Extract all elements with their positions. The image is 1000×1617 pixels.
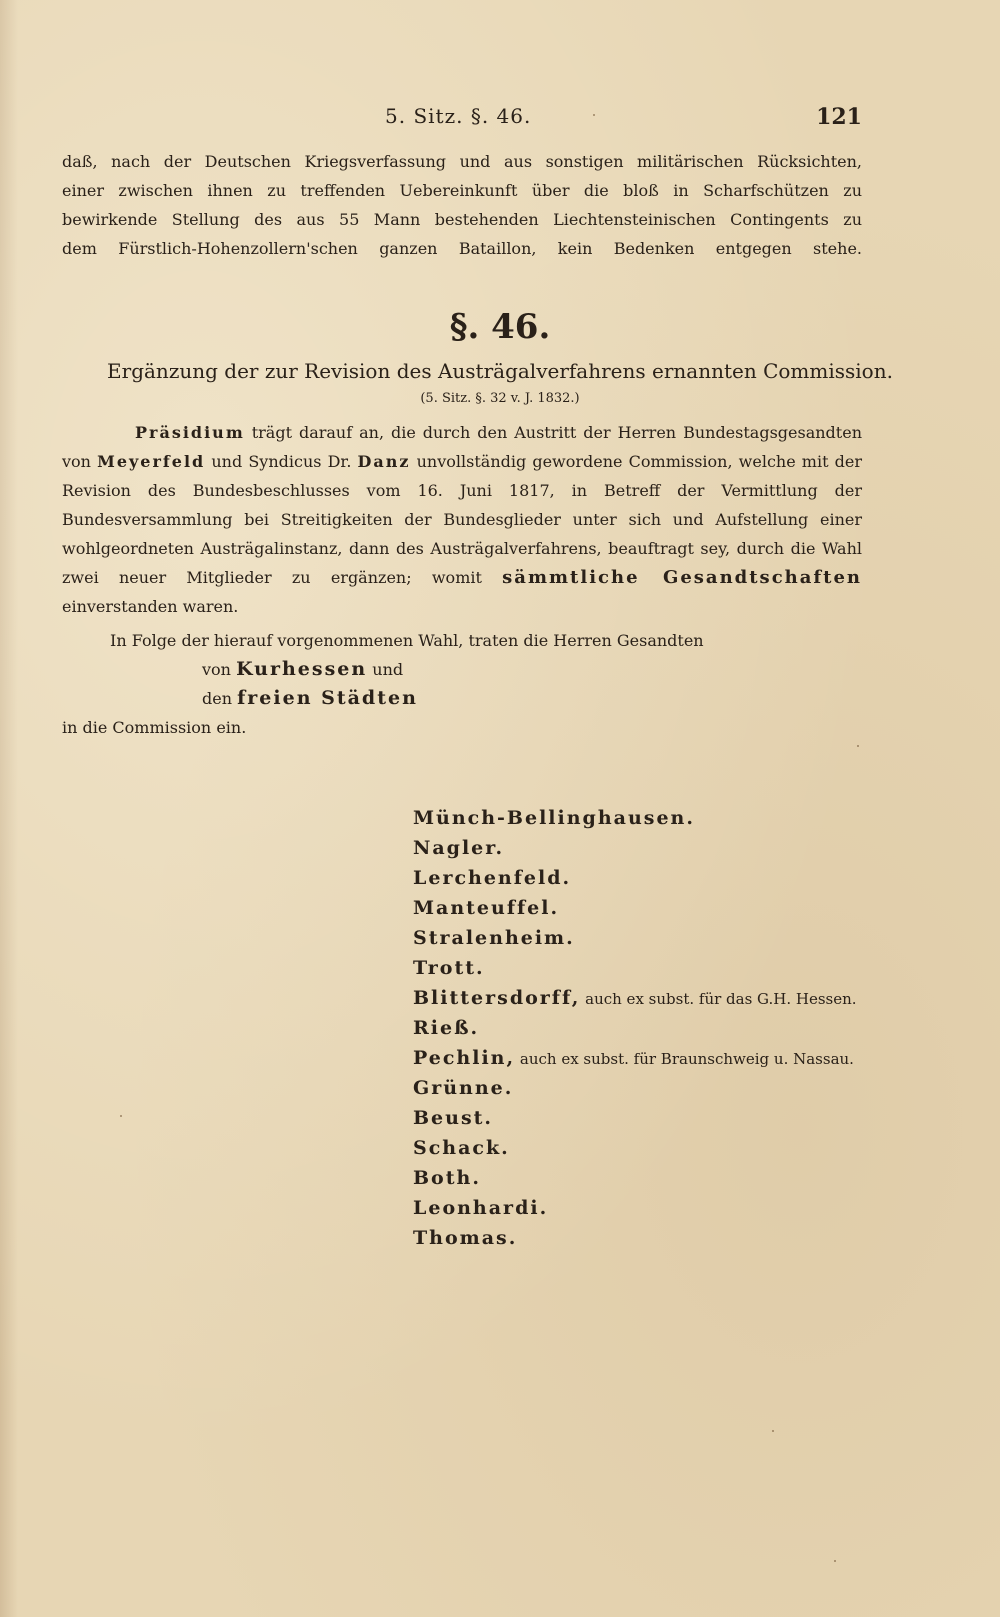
signatory [413,1194,953,1224]
election-result [62,626,882,742]
signatory-name: Blittersdorff, [413,987,581,1009]
signatory [413,954,953,984]
folge-line-staedte [62,684,882,713]
paragraph-line: dem Fürstlich-Hohenzollern'schen ganzen Bataillon, kein Bedenken entgegen stehe. [62,239,862,258]
signatory [413,804,953,834]
text-segment: den [202,689,238,708]
section-number: §. 46. [449,307,551,347]
signatory [413,1014,953,1044]
folge-line: In Folge der hierauf vorgenommenen Wahl, traten die Herren Gesandten [110,631,704,650]
paragraph-line: daß, nach der Deutschen Kriegsverfassung und aus sonstigen militärischen Rücksichten, [62,152,862,171]
signatory-name: Both. [413,1167,481,1189]
name-danz: Danz [357,452,411,471]
signatory-note: auch ex subst. für das G.H. Hessen. [580,990,857,1008]
signatory-name: Nagler. [413,837,505,859]
paragraph-line: einer zwischen ihnen zu treffenden Uebereinkunft über die bloß in Scharfschützen zu [62,181,862,200]
signatory-name: Grünne. [413,1077,514,1099]
paragraph-line: bewirkende Stellung des aus 55 Mann bestehenden Liechtensteinischen Contingents zu [62,210,862,229]
signatory-name: Thomas. [413,1227,518,1249]
paper-speck [772,1430,774,1432]
folge-line: in die Commission ein. [62,718,247,737]
signatory [413,984,953,1014]
folge-line-kurhessen [62,655,882,684]
signatory-name: Münch-Bellinghausen. [413,807,695,829]
praesidium-text [62,418,862,621]
name-freie-staedte: freien Städten [237,687,418,709]
signatory [413,1044,953,1074]
text-segment: unvollständig gewordene Commission, welche mit der Revision des Bundesbeschlusses vom 16. Juni 1817, in Betreff der Vermittlung der Bundesversammlung bei Streitigkeiten der Bundesglieder unter sich und Aufstellung einer wohlgeordneten Austrägalinstanz, dann des Austrägalverfahrens, beauftragt sey, durch die Wahl zwei neuer Mitglieder zu ergänzen; womit [62,452,863,587]
signatory [413,924,953,954]
praesidium-paragraph [62,418,862,621]
text-segment: von [202,660,237,679]
signatory-name: Manteuffel. [413,897,560,919]
signatory-name: Stralenheim. [413,927,575,949]
signatory [413,894,953,924]
signatory [413,1134,953,1164]
signatory-name: Rieß. [413,1017,480,1039]
signatory [413,1164,953,1194]
running-head [0,104,1000,134]
text-segment: und Syndicus Dr. [205,452,358,471]
praesidium-lead: Präsidium [135,423,245,442]
signatory [413,1104,953,1134]
name-meyerfeld: Meyerfeld [97,452,206,471]
signatory [413,864,953,894]
paper-speck [593,114,595,116]
signatory-name: Schack. [413,1137,510,1159]
paper-speck [120,1115,122,1117]
signatory-name: Leonhardi. [413,1197,549,1219]
text-segment: und [367,660,404,679]
signatory [413,1074,953,1104]
section-reference: (5. Sitz. §. 32 v. J. 1832.) [420,391,580,406]
signatory-name: Pechlin, [413,1047,516,1069]
running-head-title: 5. Sitz. §. 46. [385,104,532,128]
text-segment: einverstanden waren. [62,597,239,616]
top-paragraph [62,147,862,263]
signatory-note: auch ex subst. für Braunschweig u. Nassau. [515,1050,854,1068]
paper-speck [857,745,859,747]
signatory-list [413,804,953,1254]
emphasis-gesandtschaften: sämmtliche Gesandtschaften [502,567,863,588]
signatory-name: Lerchenfeld. [413,867,572,889]
signatory-name: Trott. [413,957,485,979]
text-segment: trägt darauf an, die durch den Austritt der Herren Bundestagsgesandten von [62,423,862,471]
signatory [413,834,953,864]
page-number: 121 [816,104,862,130]
paper-speck [834,1560,836,1562]
section-title: Ergänzung der zur Revision des Austrägalverfahrens ernannten Commission. [107,359,893,383]
signatory [413,1224,953,1254]
name-kurhessen: Kurhessen [236,658,368,680]
signatory-name: Beust. [413,1107,494,1129]
